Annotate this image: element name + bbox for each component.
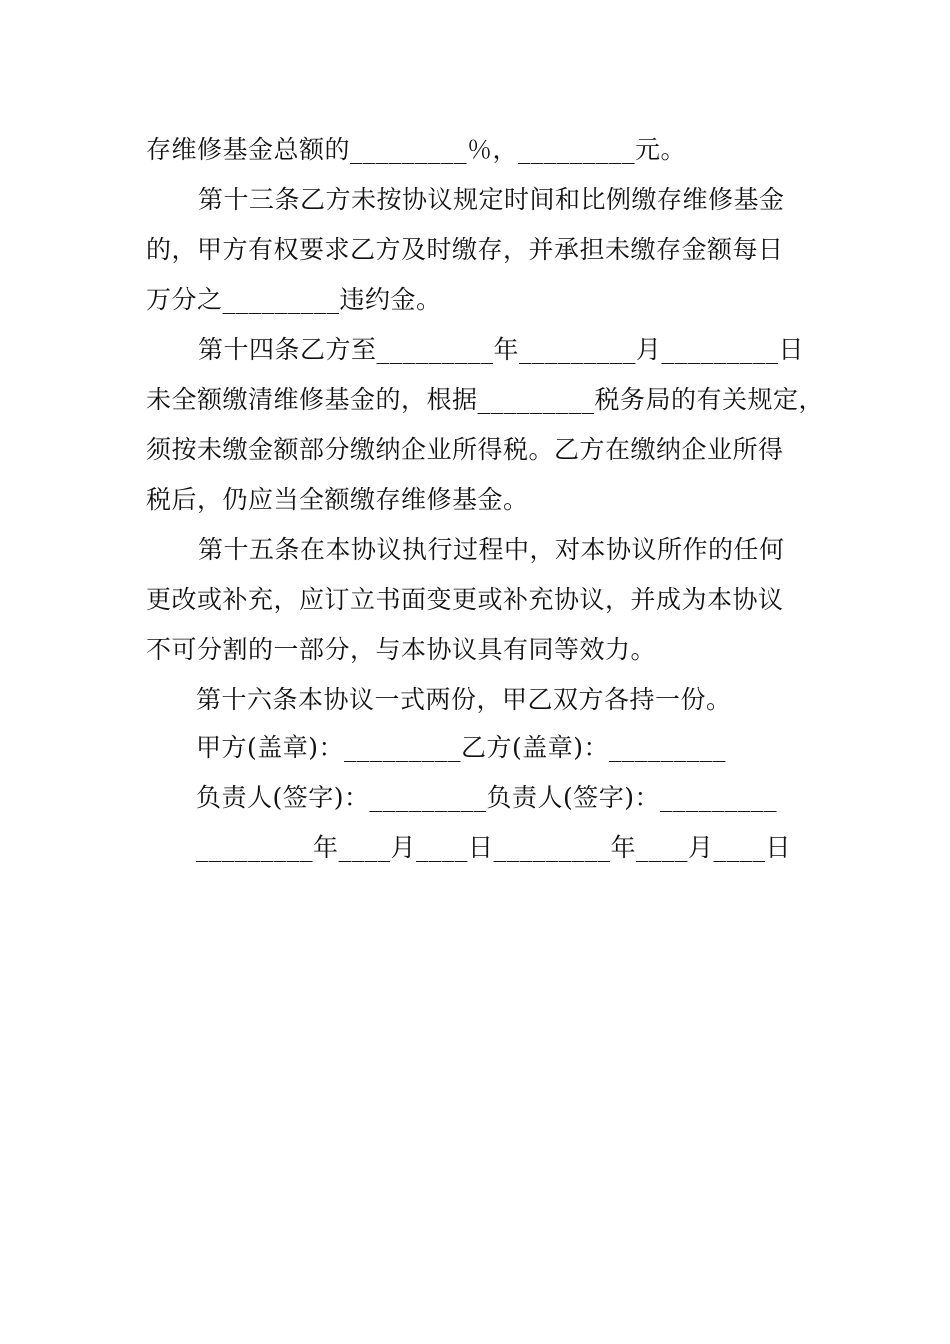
paragraph-line: 的，甲方有权要求乙方及时缴存，并承担未缴存金额每日 bbox=[146, 235, 784, 264]
date-line: _________年____月____日_________年____月____日 bbox=[196, 833, 792, 862]
paragraph-line: 税后，仍应当全额缴存维修基金。 bbox=[146, 485, 529, 514]
paragraph-line: 更改或补充，应订立书面变更或补充协议，并成为本协议 bbox=[146, 585, 784, 614]
paragraph-line: 万分之_________违约金。 bbox=[146, 285, 442, 314]
paragraph-line: 不可分割的一部分，与本协议具有同等效力。 bbox=[146, 635, 657, 664]
article-13-heading-line: 第十三条乙方未按协议规定时间和比例缴存维修基金 bbox=[198, 185, 785, 214]
paragraph-line: 未全额缴清维修基金的，根据_________税务局的有关规定， bbox=[146, 385, 825, 414]
paragraph-line: 存维修基金总额的_________％，_________元。 bbox=[146, 135, 687, 164]
paragraph-line: 须按未缴金额部分缴纳企业所得税。乙方在缴纳企业所得 bbox=[146, 435, 784, 464]
signatory-line: 负责人(签字)：_________负责人(签字)：_________ bbox=[196, 783, 778, 812]
article-16-line: 第十六条本协议一式两份，甲乙双方各持一份。 bbox=[196, 685, 732, 714]
article-14-heading-line: 第十四条乙方至_________年_________月_________日 bbox=[198, 335, 805, 364]
article-15-heading-line: 第十五条在本协议执行过程中，对本协议所作的任何 bbox=[198, 535, 785, 564]
seal-line: 甲方(盖章)：_________乙方(盖章)：_________ bbox=[196, 733, 727, 762]
